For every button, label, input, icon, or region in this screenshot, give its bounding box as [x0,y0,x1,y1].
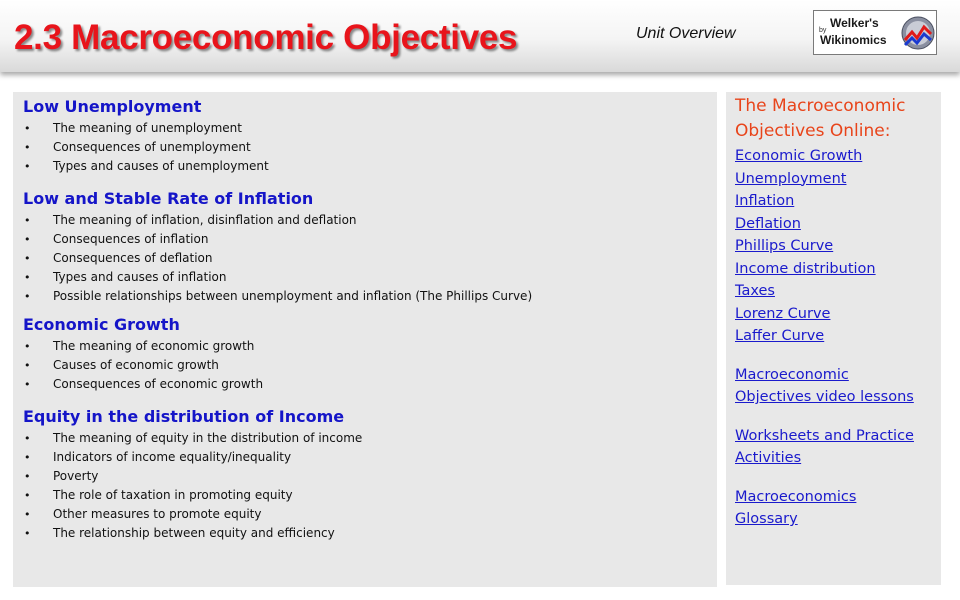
list-item: • Other measures to promote equity [23,505,711,524]
link-video-lessons-line2[interactable]: Objectives video lessons [735,389,914,405]
logo-by-text: by [819,27,827,34]
list-item: • Poverty [23,467,711,486]
link-taxes[interactable]: Taxes [735,283,775,299]
section-economic-growth [23,315,711,394]
section-heading: Low Unemployment [23,97,202,116]
unit-overview-label: Unit Overview [636,25,736,42]
bullet-list [23,337,711,394]
list-item: • The relationship between equity and efficiency [23,524,711,543]
link-spacer [735,470,940,486]
page-title: 2.3 Macroeconomic Objectives [14,18,518,57]
list-item: • Consequences of economic growth [23,375,711,394]
list-item: • Types and causes of inflation [23,268,711,287]
link-phillips-curve[interactable]: Phillips Curve [735,238,834,254]
section-heading: Equity in the distribution of Income [23,407,345,426]
list-item: • The meaning of unemployment [23,119,711,138]
objectives-panel [13,92,717,587]
list-item: • Possible relationships between unemployment and inflation (The Phillips Curve) [23,287,711,306]
section-heading: Low and Stable Rate of Inflation [23,189,314,208]
resource-links [735,145,940,531]
header-bar [0,0,960,72]
section-equity [23,407,711,543]
link-glossary-line1[interactable]: Macroeconomics [735,488,857,505]
bullet-list [23,211,711,306]
section-heading: Economic Growth [23,315,180,334]
link-worksheets-line1[interactable]: Worksheets and Practice [735,427,914,444]
bullet-list [23,119,711,176]
link-spacer [735,409,940,425]
welkers-wikinomics-logo[interactable] [813,10,937,55]
link-income-distribution[interactable]: Income distribution [735,260,876,277]
bullet-list [23,429,711,543]
list-item: • The role of taxation in promoting equity [23,486,711,505]
list-item: • Types and causes of unemployment [23,157,711,176]
online-resources-heading: The Macroeconomic Objectives Online: [735,96,906,141]
list-item: • The meaning of economic growth [23,337,711,356]
link-spacer [735,348,940,364]
list-item: • Consequences of unemployment [23,138,711,157]
link-unemployment[interactable]: Unemployment [735,170,847,187]
link-deflation[interactable]: Deflation [735,215,801,232]
link-inflation[interactable]: Inflation [735,193,795,209]
list-item: • Causes of economic growth [23,356,711,375]
link-lorenz-curve[interactable]: Lorenz Curve [735,305,831,322]
logo-wikinomics-text: Wikinomics [820,33,887,47]
section-low-unemployment [23,97,711,176]
link-worksheets-line2[interactable]: Activities [735,450,802,466]
list-item: • The meaning of inflation, disinflation and deflation [23,211,711,230]
section-inflation [23,189,711,306]
list-item: • Consequences of inflation [23,230,711,249]
link-economic-growth[interactable]: Economic Growth [735,148,863,164]
link-laffer-curve[interactable]: Laffer Curve [735,328,825,344]
list-item: • Consequences of deflation [23,249,711,268]
link-video-lessons-line1[interactable]: Macroeconomic [735,366,849,383]
logo-graph-icon [900,14,936,52]
online-resources-panel [726,92,941,585]
logo-welkers-text: Welker's [830,16,879,30]
link-glossary-line2[interactable]: Glossary [735,511,798,527]
list-item: • The meaning of equity in the distribution of income [23,429,711,448]
list-item: • Indicators of income equality/inequality [23,448,711,467]
